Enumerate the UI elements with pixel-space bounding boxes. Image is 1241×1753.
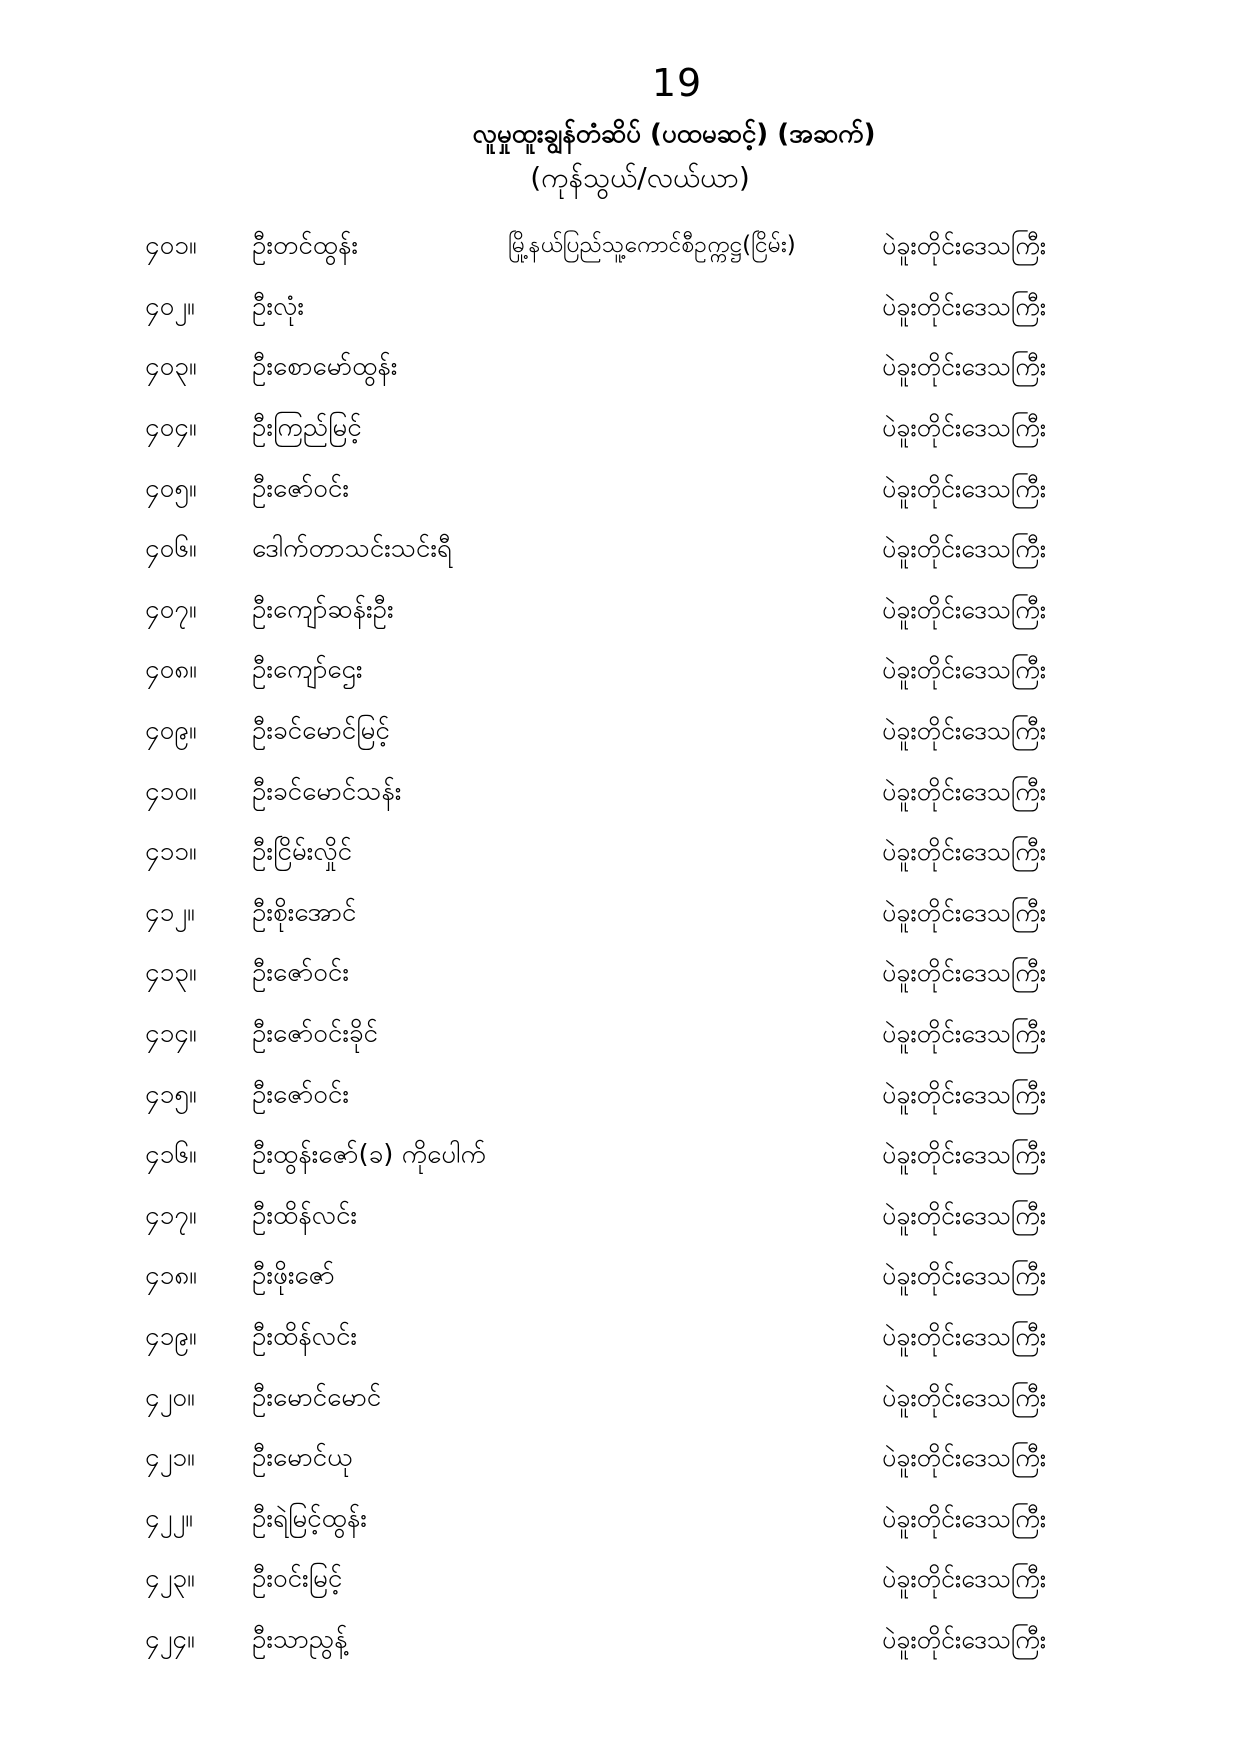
entry-region: ပဲခူးတိုင်းဒေသကြီး	[882, 1624, 1047, 1654]
entry-region: ပဲခူးတိုင်းဒေသကြီး	[882, 837, 1047, 867]
entry-number: ၄၁၂။	[145, 897, 195, 928]
list-item	[0, 701, 1241, 762]
entry-name: ဦးကျော်ဆန်းဦး	[252, 594, 394, 625]
entry-name: ဦးခင်မောင်သန်း	[252, 776, 402, 807]
entry-region: ပဲခူးတိုင်းဒေသကြီး	[882, 716, 1047, 746]
list-item	[0, 277, 1241, 338]
entry-region: ပဲခူးတိုင်းဒေသကြီး	[882, 1079, 1047, 1109]
list-item	[0, 1246, 1241, 1307]
entry-region: ပဲခူးတိုင်းဒေသကြီး	[882, 1382, 1047, 1412]
entry-name: ဦးဇော်ဝင်း	[252, 957, 349, 988]
entry-name: ဦးထိန်လင်း	[252, 1200, 358, 1231]
entry-name: ဦးသာညွန့်	[252, 1624, 348, 1655]
list-item	[0, 216, 1241, 277]
entry-region: ပဲခူးတိုင်းဒေသကြီး	[882, 1019, 1047, 1049]
entry-region: ပဲခူးတိုင်းဒေသကြီး	[882, 1140, 1047, 1170]
entry-number: ၄၂၀။	[145, 1381, 195, 1412]
entry-region: ပဲခူးတိုင်းဒေသကြီး	[882, 1200, 1047, 1230]
entry-region: ပဲခူးတိုင်းဒေသကြီး	[882, 291, 1047, 321]
entry-name: ဦးကျော်ဌေး	[252, 654, 363, 685]
entry-number: ၄၀၂။	[145, 291, 195, 322]
entry-number: ၄၀၇။	[145, 594, 197, 625]
entry-region: ပဲခူးတိုင်းဒေသကြီး	[882, 1503, 1047, 1533]
document-title: လူမှုထူးချွန်တံဆိပ် (ပထမဆင့်) (အဆက်)	[472, 119, 876, 149]
entry-number: ၄၀၆။	[145, 533, 197, 564]
list-item	[0, 1549, 1241, 1610]
entry-number: ၄၀၈။	[145, 654, 197, 685]
list-item	[0, 580, 1241, 641]
entry-region: ပဲခူးတိုင်းဒေသကြီး	[882, 594, 1047, 624]
entry-name: ဦးရဲမြင့်ထွန်း	[252, 1503, 367, 1534]
entry-region: ပဲခူးတိုင်းဒေသကြီး	[882, 897, 1047, 927]
entry-region: ပဲခူးတိုင်းဒေသကြီး	[882, 1443, 1047, 1473]
entry-number: ၄၁၉။	[145, 1321, 197, 1352]
list-item	[0, 1064, 1241, 1125]
entry-number: ၄၀၉။	[145, 715, 197, 746]
entry-name: ဦးဝင်းမြင့်	[252, 1563, 343, 1594]
entry-region: ပဲခူးတိုင်းဒေသကြီး	[882, 655, 1047, 685]
list-item	[0, 1488, 1241, 1549]
list-item	[0, 883, 1241, 944]
entry-name: ဦးမောင်မောင်	[252, 1381, 382, 1412]
entry-region: ပဲခူးတိုင်းဒေသကြီး	[882, 473, 1047, 503]
entry-number: ၄၁၀။	[145, 776, 197, 807]
entry-name: ဦးလုံး	[252, 291, 304, 322]
entry-name: ဦးမောင်ယု	[252, 1442, 353, 1473]
entry-name: ဦးထွန်းဇော်(ခ) ကိုပေါက်	[252, 1139, 486, 1170]
entry-region: ပဲခူးတိုင်းဒေသကြီး	[882, 1321, 1047, 1351]
page-number: 19	[651, 61, 703, 105]
entry-region: ပဲခူးတိုင်းဒေသကြီး	[882, 413, 1047, 443]
entry-number: ၄၀၃။	[145, 351, 197, 382]
list-item	[0, 337, 1241, 398]
entry-name: ဦးဇော်ဝင်းခိုင်	[252, 1018, 378, 1049]
entry-name: ဦးဖိုးဇော်	[252, 1260, 335, 1291]
entry-name: ဦးခင်မောင်မြင့်	[252, 715, 390, 746]
list-item	[0, 1186, 1241, 1247]
entry-region: ပဲခူးတိုင်းဒေသကြီး	[882, 776, 1047, 806]
entry-name: ဦးစိုးအောင်	[252, 897, 357, 928]
entry-number: ၄၀၁။	[145, 230, 197, 261]
list-item	[0, 1428, 1241, 1489]
list-item	[0, 822, 1241, 883]
list-item	[0, 1610, 1241, 1671]
list-item	[0, 1004, 1241, 1065]
entry-region: ပဲခူးတိုင်းဒေသကြီး	[882, 1564, 1047, 1594]
award-recipient-list	[0, 216, 1241, 1670]
list-item	[0, 519, 1241, 580]
entry-name: ဦးဇော်ဝင်း	[252, 1079, 349, 1110]
list-item	[0, 458, 1241, 519]
entry-name: ဦးဇော်ဝင်း	[252, 473, 349, 504]
entry-number: ၄၁၇။	[145, 1200, 197, 1231]
entry-name: ဦးစောမော်ထွန်း	[252, 351, 398, 382]
entry-region: ပဲခူးတိုင်းဒေသကြီး	[882, 1261, 1047, 1291]
entry-number: ၄၁၈။	[145, 1260, 197, 1291]
entry-number: ၄၂၂။	[145, 1503, 194, 1534]
entry-name: ဦးကြည်မြင့်	[252, 412, 362, 443]
entry-number: ၄၁၃။	[145, 957, 197, 988]
entry-number: ၄၀၅။	[145, 473, 197, 504]
list-item	[0, 761, 1241, 822]
entry-position: မြို့နယ်ပြည်သူ့ကောင်စီဥက္ကဋ္ဌ(ငြိမ်း)	[508, 232, 796, 259]
entry-name: ဒေါက်တာသင်းသင်းရီ	[252, 533, 452, 564]
list-item	[0, 398, 1241, 459]
entry-number: ၄၂၃။	[145, 1563, 195, 1594]
document-subtitle: (ကုန်သွယ်/လယ်ယာ)	[530, 161, 750, 194]
entry-name: ဦးတင်ထွန်း	[252, 230, 358, 261]
entry-number: ၄၁၄။	[145, 1018, 197, 1049]
entry-number: ၄၀၄။	[145, 412, 197, 443]
list-item	[0, 1307, 1241, 1368]
list-item	[0, 943, 1241, 1004]
list-item	[0, 640, 1241, 701]
entry-region: ပဲခူးတိုင်းဒေသကြီး	[882, 231, 1047, 261]
entry-number: ၄၁၆။	[145, 1139, 197, 1170]
entry-number: ၄၂၄။	[145, 1624, 195, 1655]
entry-number: ၄၁၁။	[145, 836, 197, 867]
entry-number: ၄၁၅။	[145, 1079, 197, 1110]
entry-region: ပဲခူးတိုင်းဒေသကြီး	[882, 958, 1047, 988]
entry-number: ၄၂၁။	[145, 1442, 195, 1473]
entry-region: ပဲခူးတိုင်းဒေသကြီး	[882, 534, 1047, 564]
entry-name: ဦးထိန်လင်း	[252, 1321, 358, 1352]
list-item	[0, 1125, 1241, 1186]
entry-region: ပဲခူးတိုင်းဒေသကြီး	[882, 352, 1047, 382]
entry-name: ဦးငြိမ်းလှိုင်	[252, 836, 353, 867]
list-item	[0, 1367, 1241, 1428]
